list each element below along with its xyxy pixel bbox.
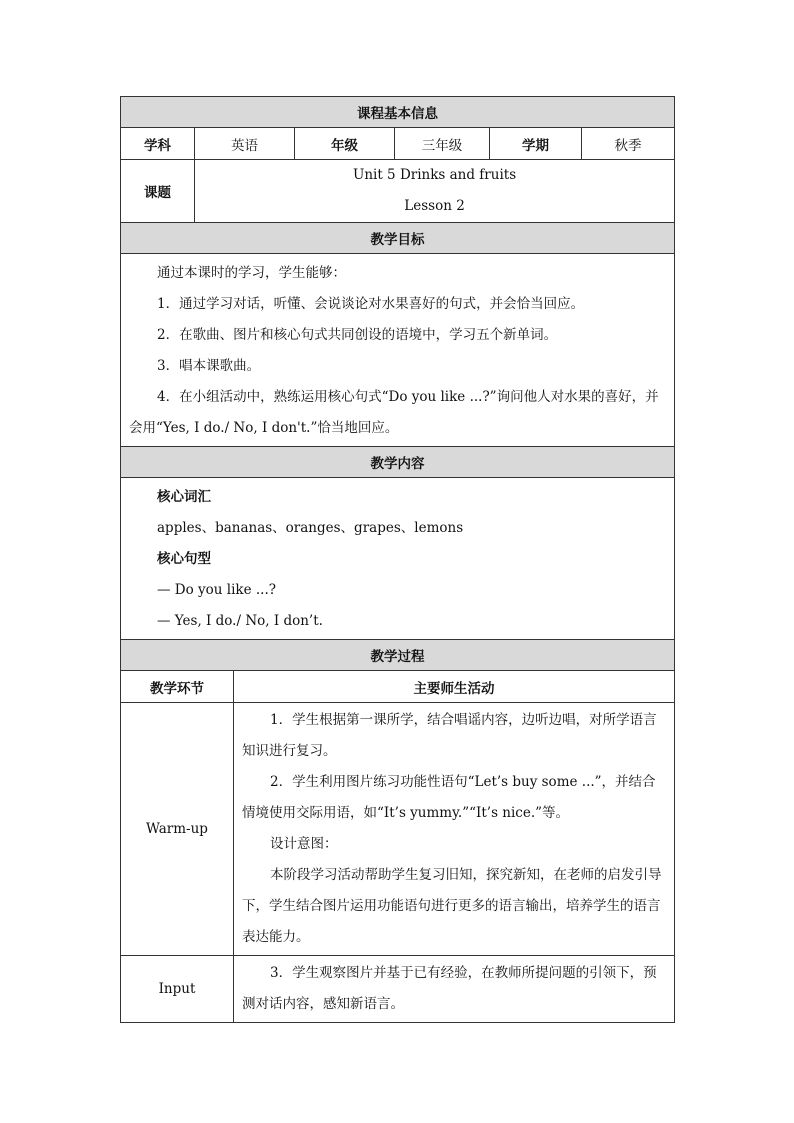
vocab-label: 核心词汇: [157, 489, 211, 505]
subject-value: 英语: [195, 128, 295, 160]
activity-warmup: [234, 703, 675, 956]
stage-column-header: 教学环节: [121, 671, 234, 703]
term-value: 秋季: [582, 128, 675, 160]
subject-label: 学科: [121, 128, 195, 160]
activity-column-header: 主要师生活动: [234, 671, 675, 703]
content-body: [121, 478, 675, 640]
objective-item-1: 1．通过学习对话，听懂、会说谈论对水果喜好的句式，并会恰当回应。: [157, 296, 585, 312]
objectives-body: [121, 254, 675, 447]
process-header: 教学过程: [121, 640, 675, 671]
pattern-label: 核心句型: [157, 551, 211, 567]
objective-item-4: 4．在小组活动中，熟练运用核心句式“Do you like ...?”询问他人对水果的喜好，并会用“Yes, I do./ No, I don't.”恰当地回应。: [129, 389, 659, 436]
objective-item-2: 2．在歌曲、图片和核心句式共同创设的语境中，学习五个新单词。: [157, 327, 558, 343]
objectives-intro: 通过本课时的学习，学生能够：: [157, 265, 346, 281]
warmup-para-1: 1．学生根据第一课所学，结合唱谣内容，边听边唱，对所学语言知识进行复习。: [242, 712, 657, 759]
basic-info-header: 课程基本信息: [121, 97, 675, 128]
content-header: 教学内容: [121, 447, 675, 478]
topic-label: 课题: [121, 160, 195, 223]
objective-item-3: 3．唱本课歌曲。: [157, 358, 261, 374]
topic-unit: Unit 5 Drinks and fruits: [352, 167, 517, 183]
warmup-design-label: 设计意图：: [270, 836, 338, 852]
topic-row: [121, 160, 675, 223]
stage-warmup: Warm-up: [121, 703, 234, 956]
activity-input: [234, 956, 675, 1023]
info-row: [121, 128, 675, 160]
topic-cell: [195, 160, 675, 223]
grade-label: 年级: [295, 128, 395, 160]
process-column-headers: [121, 671, 675, 703]
term-label: 学期: [490, 128, 582, 160]
pattern-question: — Do you like ...?: [157, 582, 276, 598]
warmup-para-2: 2．学生利用图片练习功能性语句“Let’s buy some ...”，并结合情境使用交际用语，如“It’s yummy.”“It’s nice.”等。: [242, 774, 656, 821]
grade-value: 三年级: [395, 128, 490, 160]
process-row-warmup: [121, 703, 675, 956]
vocab-list: apples、bananas、oranges、grapes、lemons: [157, 520, 464, 536]
objectives-header: 教学目标: [121, 223, 675, 254]
input-para-1: 3．学生观察图片并基于已有经验，在教师所提问题的引领下，预测对话内容，感知新语言。: [242, 965, 657, 1012]
pattern-answer: — Yes, I do./ No, I don’t.: [157, 613, 323, 629]
warmup-design-text: 本阶段学习活动帮助学生复习旧知，探究新知，在老师的启发引导下，学生结合图片运用功能语句进行更多的语言输出，培养学生的语言表达能力。: [242, 867, 662, 945]
lesson-plan-table: [120, 96, 675, 1023]
process-row-input: [121, 956, 675, 1023]
topic-lesson: Lesson 2: [404, 198, 465, 214]
stage-input: Input: [121, 956, 234, 1023]
